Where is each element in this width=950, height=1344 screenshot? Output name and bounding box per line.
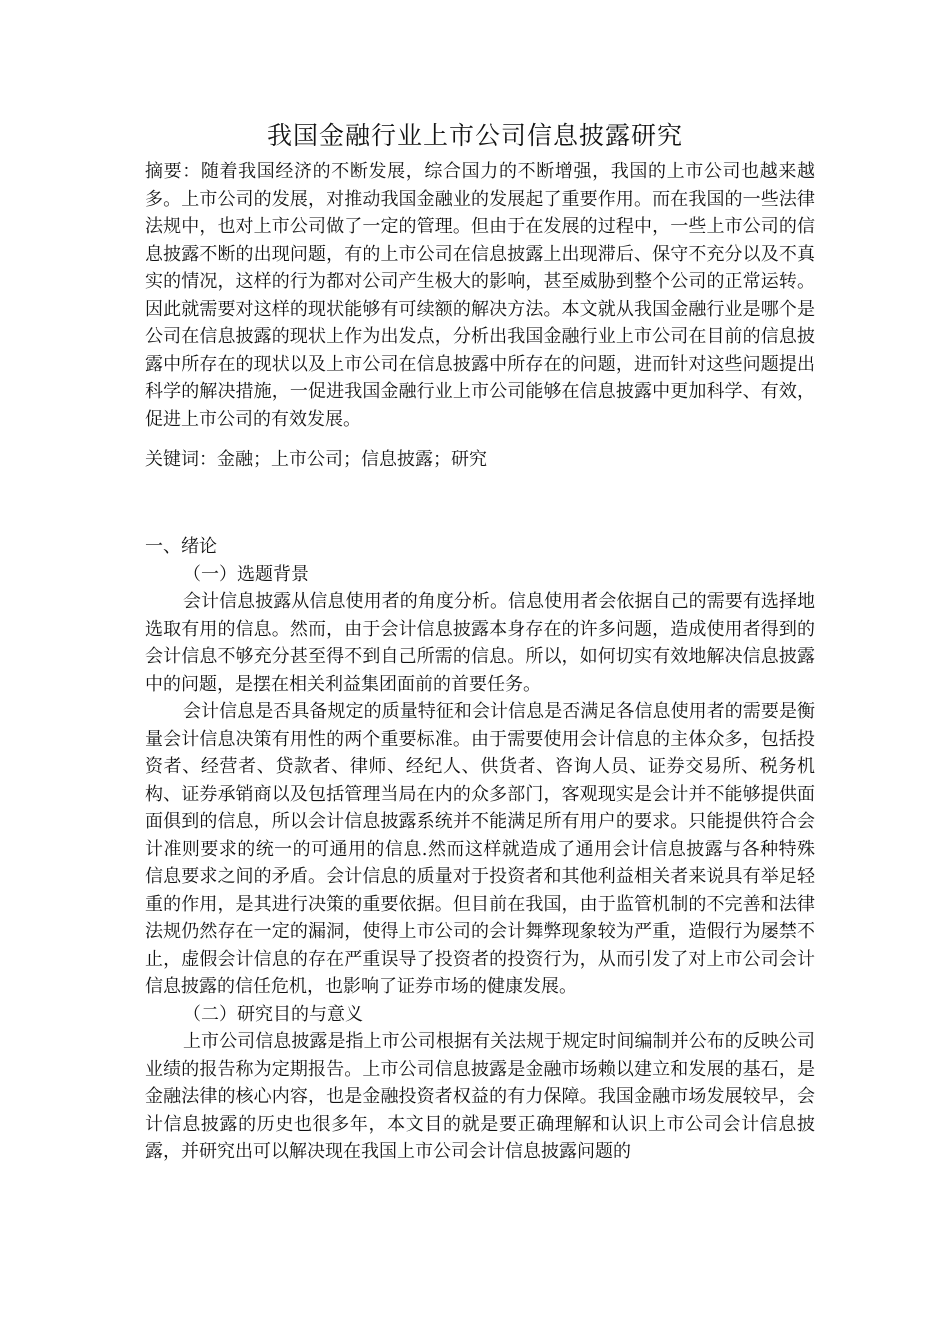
paragraph: 会计信息是否具备规定的质量特征和会计信息是否满足各信息使用者的需要是衡量会计信息决策有用性的两个重要标准。由于需要使用会计信息的主体众多，包括投资者、经营者、贷款者、律师、经纪人、供货者、咨询人员、证券交易所、税务机构、证券承销商以及包括管理当局在内的众多部门，客观现实是会计并不能够提供面面俱到的信息，所以会计信息披露系统并不能满足所有用户的要求。只能提供符合会计准则要求的统一的可通用的信息.然而这样就造成了通用会计信息披露与各种特殊信息要求之间的矛盾。会计信息的质量对于投资者和其他利益相关者来说具有举足轻重的作用，是其进行决策的重要依据。但目前在我国，由于监管机制的不完善和法律法规仍然存在一定的漏洞，使得上市公司的会计舞弊现象较为严重，造假行为屡禁不止，虚假会计信息的存在严重误导了投资者的投资行为，从而引发了对上市公司会计信息披露的信任危机，也影响了证券市场的健康发展。: [145, 701, 815, 997]
abstract: [145, 158, 815, 433]
subsection-heading-background: （一）选题背景: [183, 563, 309, 585]
keywords: [145, 446, 815, 474]
document-title: 我国金融行业上市公司信息披露研究: [266, 121, 683, 150]
paragraph: 会计信息披露从信息使用者的角度分析。信息使用者会依据自己的需要有选择地选取有用的信息。然而，由于会计信息披露本身存在的许多问题，造成使用者得到的会计信息不够充分甚至得不到自己所需的信息。所以，如何切实有效地解决信息披露中的问题，是摆在相关利益集团面前的首要任务。: [145, 591, 815, 695]
abstract-text: 摘要：随着我国经济的不断发展，综合国力的不断增强，我国的上市公司也越来越多。上市公司的发展，对推动我国金融业的发展起了重要作用。而在我国的一些法律法规中，也对上市公司做了一定的管理。但由于在发展的过程中，一些上市公司的信息披露不断的出现问题，有的上市公司在信息披露上出现滞后、保守不充分以及不真实的情况，这样的行为都对公司产生极大的影响，甚至威胁到整个公司的正常运转。因此就需要对这样的现状能够有可续额的解决方法。本文就从我国金融行业是哪个是公司在信息披露的现状上作为出发点，分析出我国金融行业上市公司在目前的信息披露中所存在的现状以及上市公司在信息披露中所存在的问题，进而针对这些问题提出科学的解决措施，一促进我国金融行业上市公司能够在信息披露中更加科学、有效，促进上市公司的有效发展。: [145, 161, 815, 430]
section-introduction: [145, 533, 815, 1166]
section-heading: 一、绪论: [145, 536, 217, 557]
keywords-text: 关键词：金融；上市公司；信息披露；研究: [145, 449, 487, 470]
subsection-heading-purpose: （二）研究目的与意义: [183, 1003, 363, 1025]
paragraph: 上市公司信息披露是指上市公司根据有关法规于规定时间编制并公布的反映公司业绩的报告称为定期报告。上市公司信息披露是金融市场赖以建立和发展的基石，是金融法律的核心内容，也是金融投资者权益的有力保障。我国金融市场发展较早，会计信息披露的历史也很多年，本文目的就是要正确理解和认识上市公司会计信息披露，并研究出可以解决现在我国上市公司会计信息披露问题的: [145, 1031, 815, 1162]
